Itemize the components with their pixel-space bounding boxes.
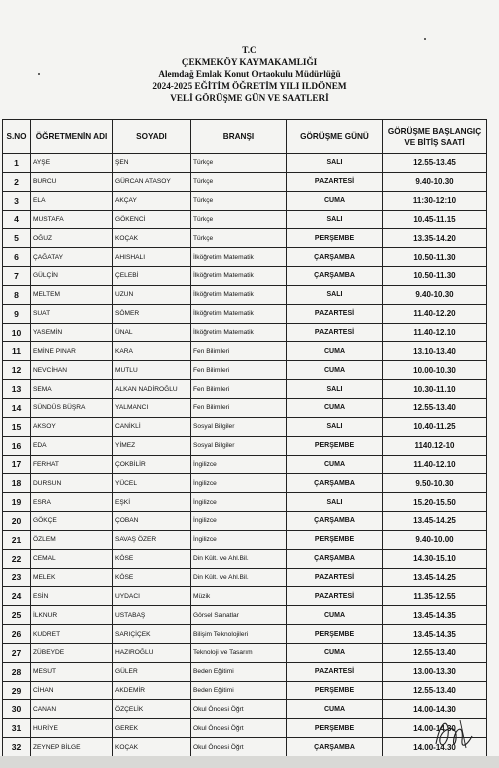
cell-branch: Beden Eğitimi bbox=[191, 662, 287, 681]
cell-meeting-day: ÇARŞAMBA bbox=[287, 549, 383, 568]
cell-surname: ÇOBAN bbox=[113, 512, 191, 531]
cell-teacher-name: NEVCİHAN bbox=[31, 361, 113, 380]
cell-sno: 32 bbox=[3, 738, 31, 757]
header-surname: SOYADI bbox=[113, 120, 191, 154]
cell-teacher-name: DURSUN bbox=[31, 474, 113, 493]
cell-branch: Türkçe bbox=[191, 191, 287, 210]
table-row bbox=[3, 738, 487, 757]
cell-meeting-day: SALI bbox=[287, 493, 383, 512]
cell-teacher-name: ZÜBEYDE bbox=[31, 643, 113, 662]
cell-sno: 23 bbox=[3, 568, 31, 587]
cell-surname: USTABAŞ bbox=[113, 606, 191, 625]
cell-meeting-time: 13.45-14.35 bbox=[383, 625, 487, 644]
cell-teacher-name: SÜNDÜS BÜŞRA bbox=[31, 398, 113, 417]
page-bottom-edge bbox=[0, 756, 499, 768]
cell-branch: Fen Bilimleri bbox=[191, 380, 287, 399]
document-header bbox=[0, 44, 499, 104]
cell-meeting-day: PAZARTESİ bbox=[287, 662, 383, 681]
cell-teacher-name: HURİYE bbox=[31, 719, 113, 738]
cell-meeting-day: CUMA bbox=[287, 361, 383, 380]
cell-meeting-time: 12.55-13.40 bbox=[383, 643, 487, 662]
cell-sno: 6 bbox=[3, 248, 31, 267]
cell-sno: 22 bbox=[3, 549, 31, 568]
cell-meeting-day: PERŞEMBE bbox=[287, 229, 383, 248]
cell-branch: Okul Öncesi Öğrt bbox=[191, 700, 287, 719]
cell-teacher-name: SEMA bbox=[31, 380, 113, 399]
cell-sno: 9 bbox=[3, 304, 31, 323]
cell-branch: Teknoloji ve Tasarım bbox=[191, 643, 287, 662]
cell-meeting-time: 12.55-13.40 bbox=[383, 681, 487, 700]
cell-surname: YÜCEL bbox=[113, 474, 191, 493]
cell-sno: 4 bbox=[3, 210, 31, 229]
table-row bbox=[3, 304, 487, 323]
cell-meeting-time: 10.50-11.30 bbox=[383, 248, 487, 267]
cell-meeting-time: 13.45-14.35 bbox=[383, 606, 487, 625]
cell-surname: AKÇAY bbox=[113, 191, 191, 210]
cell-meeting-day: PERŞEMBE bbox=[287, 719, 383, 738]
cell-sno: 5 bbox=[3, 229, 31, 248]
cell-meeting-time: 1140.12-10 bbox=[383, 436, 487, 455]
table-row bbox=[3, 568, 487, 587]
cell-branch: Türkçe bbox=[191, 229, 287, 248]
table-row bbox=[3, 323, 487, 342]
cell-surname: KÖSE bbox=[113, 549, 191, 568]
cell-surname: EŞKİ bbox=[113, 493, 191, 512]
cell-branch: İngilizce bbox=[191, 512, 287, 531]
cell-surname: UYDACI bbox=[113, 587, 191, 606]
cell-meeting-time: 10.40-11.25 bbox=[383, 417, 487, 436]
cell-meeting-day: PAZARTESİ bbox=[287, 172, 383, 191]
cell-branch: İlköğretim Matematik bbox=[191, 267, 287, 286]
cell-branch: Okul Öncesi Öğrt bbox=[191, 719, 287, 738]
cell-branch: İlköğretim Matematik bbox=[191, 323, 287, 342]
cell-sno: 29 bbox=[3, 681, 31, 700]
cell-sno: 14 bbox=[3, 398, 31, 417]
header-line-tc: T.C bbox=[242, 45, 257, 55]
cell-meeting-time: 12.55-13.45 bbox=[383, 154, 487, 173]
cell-surname: GÜLER bbox=[113, 662, 191, 681]
cell-surname: ŞEN bbox=[113, 154, 191, 173]
table-row bbox=[3, 398, 487, 417]
cell-meeting-time: 11.40-12.10 bbox=[383, 323, 487, 342]
table-row bbox=[3, 285, 487, 304]
cell-surname: SÖMER bbox=[113, 304, 191, 323]
cell-sno: 26 bbox=[3, 625, 31, 644]
cell-branch: Din Kült. ve Ahl.Bil. bbox=[191, 568, 287, 587]
header-line-school: Alemdağ Emlak Konut Ortaokulu Müdürlüğü bbox=[158, 69, 341, 79]
cell-branch: Fen Bilimleri bbox=[191, 342, 287, 361]
cell-sno: 1 bbox=[3, 154, 31, 173]
table-row bbox=[3, 248, 487, 267]
table-row bbox=[3, 172, 487, 191]
cell-meeting-day: ÇARŞAMBA bbox=[287, 738, 383, 757]
cell-surname: ÇELEBİ bbox=[113, 267, 191, 286]
cell-meeting-day: SALI bbox=[287, 380, 383, 399]
cell-teacher-name: EMİNE PINAR bbox=[31, 342, 113, 361]
cell-surname: ÇOKBİLİR bbox=[113, 455, 191, 474]
cell-meeting-time: 13.45-14.25 bbox=[383, 512, 487, 531]
cell-surname: SARIÇİÇEK bbox=[113, 625, 191, 644]
table-row bbox=[3, 154, 487, 173]
cell-surname: KOÇAK bbox=[113, 229, 191, 248]
cell-meeting-day: PAZARTESİ bbox=[287, 304, 383, 323]
cell-sno: 25 bbox=[3, 606, 31, 625]
cell-meeting-time: 13.35-14.20 bbox=[383, 229, 487, 248]
header-branch: BRANŞI bbox=[191, 120, 287, 154]
cell-branch: Görsel Sanatlar bbox=[191, 606, 287, 625]
cell-meeting-day: CUMA bbox=[287, 342, 383, 361]
cell-branch: İngilizce bbox=[191, 455, 287, 474]
cell-surname: ALKAN NADİROĞLU bbox=[113, 380, 191, 399]
cell-sno: 16 bbox=[3, 436, 31, 455]
cell-teacher-name: CEMAL bbox=[31, 549, 113, 568]
table-row bbox=[3, 267, 487, 286]
cell-teacher-name: ÇAĞATAY bbox=[31, 248, 113, 267]
cell-meeting-time: 14.00-14.30 bbox=[383, 719, 487, 738]
cell-meeting-day: CUMA bbox=[287, 643, 383, 662]
cell-meeting-day: PAZARTESİ bbox=[287, 568, 383, 587]
cell-meeting-day: CUMA bbox=[287, 455, 383, 474]
cell-teacher-name: BURCU bbox=[31, 172, 113, 191]
cell-branch: Sosyal Bilgiler bbox=[191, 436, 287, 455]
cell-surname: CANİKLİ bbox=[113, 417, 191, 436]
cell-meeting-time: 11.35-12.55 bbox=[383, 587, 487, 606]
cell-teacher-name: AYŞE bbox=[31, 154, 113, 173]
cell-meeting-day: SALI bbox=[287, 285, 383, 304]
cell-meeting-time: 9.40-10.00 bbox=[383, 530, 487, 549]
cell-teacher-name: ZEYNEP BİLGE bbox=[31, 738, 113, 757]
cell-branch: Türkçe bbox=[191, 154, 287, 173]
header-meeting-day: GÖRÜŞME GÜNÜ bbox=[287, 120, 383, 154]
cell-meeting-time: 10.50-11.30 bbox=[383, 267, 487, 286]
cell-meeting-time: 11:30-12:10 bbox=[383, 191, 487, 210]
cell-sno: 20 bbox=[3, 512, 31, 531]
cell-surname: ÖZÇELİK bbox=[113, 700, 191, 719]
cell-surname: AKDEMİR bbox=[113, 681, 191, 700]
cell-branch: İlköğretim Matematik bbox=[191, 285, 287, 304]
cell-branch: Fen Bilimleri bbox=[191, 361, 287, 380]
cell-teacher-name: CANAN bbox=[31, 700, 113, 719]
cell-teacher-name: ESRA bbox=[31, 493, 113, 512]
cell-meeting-day: ÇARŞAMBA bbox=[287, 267, 383, 286]
cell-sno: 28 bbox=[3, 662, 31, 681]
cell-sno: 31 bbox=[3, 719, 31, 738]
cell-meeting-time: 11.40-12.10 bbox=[383, 455, 487, 474]
cell-meeting-time: 13.00-13.30 bbox=[383, 662, 487, 681]
cell-teacher-name: MELTEM bbox=[31, 285, 113, 304]
cell-sno: 3 bbox=[3, 191, 31, 210]
cell-branch: Sosyal Bilgiler bbox=[191, 417, 287, 436]
cell-teacher-name: ÖZLEM bbox=[31, 530, 113, 549]
table-header-row bbox=[3, 120, 487, 154]
cell-meeting-time: 14.00-14.30 bbox=[383, 700, 487, 719]
table-row bbox=[3, 606, 487, 625]
cell-branch: Din Kült. ve Ahl.Bil. bbox=[191, 549, 287, 568]
cell-meeting-time: 11.40-12.20 bbox=[383, 304, 487, 323]
cell-surname: GÖKENCİ bbox=[113, 210, 191, 229]
cell-surname: YALMANCI bbox=[113, 398, 191, 417]
cell-meeting-day: PAZARTESİ bbox=[287, 323, 383, 342]
cell-branch: Bilişim Teknolojileri bbox=[191, 625, 287, 644]
cell-meeting-day: ÇARŞAMBA bbox=[287, 474, 383, 493]
cell-sno: 24 bbox=[3, 587, 31, 606]
cell-surname: KÖSE bbox=[113, 568, 191, 587]
meeting-schedule-table bbox=[2, 119, 487, 757]
cell-meeting-time: 15.20-15.50 bbox=[383, 493, 487, 512]
cell-teacher-name: ESİN bbox=[31, 587, 113, 606]
cell-branch: İngilizce bbox=[191, 530, 287, 549]
cell-meeting-time: 10.45-11.15 bbox=[383, 210, 487, 229]
cell-meeting-day: PERŞEMBE bbox=[287, 625, 383, 644]
cell-sno: 13 bbox=[3, 380, 31, 399]
table-row bbox=[3, 530, 487, 549]
table-row bbox=[3, 417, 487, 436]
cell-surname: AHISHALI bbox=[113, 248, 191, 267]
cell-teacher-name: AKSOY bbox=[31, 417, 113, 436]
cell-meeting-time: 13.10-13.40 bbox=[383, 342, 487, 361]
cell-branch: İngilizce bbox=[191, 493, 287, 512]
cell-sno: 18 bbox=[3, 474, 31, 493]
cell-meeting-day: ÇARŞAMBA bbox=[287, 512, 383, 531]
table-row bbox=[3, 455, 487, 474]
cell-meeting-day: SALI bbox=[287, 417, 383, 436]
cell-branch: Fen Bilimleri bbox=[191, 398, 287, 417]
cell-teacher-name: OĞUZ bbox=[31, 229, 113, 248]
cell-branch: Türkçe bbox=[191, 210, 287, 229]
cell-surname: HAZIROĞLU bbox=[113, 643, 191, 662]
cell-sno: 19 bbox=[3, 493, 31, 512]
speck-top-right bbox=[424, 38, 426, 40]
table-row bbox=[3, 229, 487, 248]
header-meeting-time: GÖRÜŞME BAŞLANGIÇ VE BİTİŞ SAATİ bbox=[383, 120, 487, 154]
cell-branch: Beden Eğitimi bbox=[191, 681, 287, 700]
table-row bbox=[3, 625, 487, 644]
cell-sno: 8 bbox=[3, 285, 31, 304]
cell-teacher-name: SUAT bbox=[31, 304, 113, 323]
cell-surname: KOÇAK bbox=[113, 738, 191, 757]
cell-teacher-name: GÜLÇİN bbox=[31, 267, 113, 286]
table-row bbox=[3, 342, 487, 361]
cell-branch: Okul Öncesi Öğrt bbox=[191, 738, 287, 757]
cell-meeting-day: SALI bbox=[287, 154, 383, 173]
table-row bbox=[3, 361, 487, 380]
cell-teacher-name: KUDRET bbox=[31, 625, 113, 644]
header-line-kaymakamlik: ÇEKMEKÖY KAYMAKAMLIĞI bbox=[181, 57, 318, 67]
cell-teacher-name: MUSTAFA bbox=[31, 210, 113, 229]
cell-meeting-time: 14.30-15.10 bbox=[383, 549, 487, 568]
cell-meeting-time: 9.50-10.30 bbox=[383, 474, 487, 493]
table-row bbox=[3, 210, 487, 229]
cell-teacher-name: İLKNUR bbox=[31, 606, 113, 625]
cell-teacher-name: FERHAT bbox=[31, 455, 113, 474]
header-line-year: 2024-2025 EĞİTİM ÖĞRETİM YILI ILDÖNEM bbox=[152, 81, 347, 91]
cell-sno: 11 bbox=[3, 342, 31, 361]
header-line-title: VELİ GÖRÜŞME GÜN VE SAATLERİ bbox=[170, 93, 329, 103]
cell-teacher-name: CİHAN bbox=[31, 681, 113, 700]
cell-surname: MUTLU bbox=[113, 361, 191, 380]
cell-surname: YİMEZ bbox=[113, 436, 191, 455]
cell-teacher-name: GÖKÇE bbox=[31, 512, 113, 531]
cell-meeting-time: 12.55-13.40 bbox=[383, 398, 487, 417]
cell-sno: 27 bbox=[3, 643, 31, 662]
cell-surname: KARA bbox=[113, 342, 191, 361]
table-row bbox=[3, 643, 487, 662]
table-row bbox=[3, 587, 487, 606]
cell-meeting-day: CUMA bbox=[287, 191, 383, 210]
table-row bbox=[3, 719, 487, 738]
cell-surname: SAVAŞ ÖZER bbox=[113, 530, 191, 549]
signature-mark bbox=[430, 714, 478, 754]
cell-meeting-day: ÇARŞAMBA bbox=[287, 248, 383, 267]
cell-meeting-time: 14.00-14.30 bbox=[383, 738, 487, 757]
cell-sno: 30 bbox=[3, 700, 31, 719]
cell-meeting-time: 10.00-10.30 bbox=[383, 361, 487, 380]
table-row bbox=[3, 474, 487, 493]
header-teacher-name: ÖĞRETMENİN ADI bbox=[31, 120, 113, 154]
header-sno: S.NO bbox=[3, 120, 31, 154]
cell-teacher-name: ELA bbox=[31, 191, 113, 210]
cell-branch: İngilizce bbox=[191, 474, 287, 493]
cell-sno: 15 bbox=[3, 417, 31, 436]
cell-branch: Türkçe bbox=[191, 172, 287, 191]
table-row bbox=[3, 549, 487, 568]
cell-meeting-time: 13.45-14.25 bbox=[383, 568, 487, 587]
cell-meeting-time: 9.40-10.30 bbox=[383, 285, 487, 304]
cell-meeting-day: CUMA bbox=[287, 700, 383, 719]
table-row bbox=[3, 380, 487, 399]
cell-meeting-time: 9.40-10.30 bbox=[383, 172, 487, 191]
cell-sno: 12 bbox=[3, 361, 31, 380]
table-row bbox=[3, 191, 487, 210]
cell-meeting-day: SALI bbox=[287, 210, 383, 229]
cell-surname: UZUN bbox=[113, 285, 191, 304]
table-row bbox=[3, 493, 487, 512]
cell-teacher-name: MESUT bbox=[31, 662, 113, 681]
table-row bbox=[3, 512, 487, 531]
cell-meeting-day: PERŞEMBE bbox=[287, 681, 383, 700]
cell-teacher-name: MELEK bbox=[31, 568, 113, 587]
table-row bbox=[3, 700, 487, 719]
cell-meeting-day: PERŞEMBE bbox=[287, 530, 383, 549]
cell-sno: 21 bbox=[3, 530, 31, 549]
cell-sno: 10 bbox=[3, 323, 31, 342]
cell-branch: İlköğretim Matematik bbox=[191, 248, 287, 267]
table-row bbox=[3, 681, 487, 700]
cell-sno: 2 bbox=[3, 172, 31, 191]
cell-meeting-day: PERŞEMBE bbox=[287, 436, 383, 455]
cell-branch: Müzik bbox=[191, 587, 287, 606]
cell-branch: İlköğretim Matematik bbox=[191, 304, 287, 323]
cell-sno: 17 bbox=[3, 455, 31, 474]
cell-surname: ÜNAL bbox=[113, 323, 191, 342]
table-row bbox=[3, 436, 487, 455]
cell-surname: GÜRCAN ATASOY bbox=[113, 172, 191, 191]
cell-meeting-day: CUMA bbox=[287, 606, 383, 625]
cell-surname: GEREK bbox=[113, 719, 191, 738]
cell-teacher-name: YASEMİN bbox=[31, 323, 113, 342]
cell-meeting-day: PAZARTESİ bbox=[287, 587, 383, 606]
cell-meeting-time: 10.30-11.10 bbox=[383, 380, 487, 399]
table-row bbox=[3, 662, 487, 681]
cell-sno: 7 bbox=[3, 267, 31, 286]
cell-teacher-name: EDA bbox=[31, 436, 113, 455]
cell-meeting-day: CUMA bbox=[287, 398, 383, 417]
